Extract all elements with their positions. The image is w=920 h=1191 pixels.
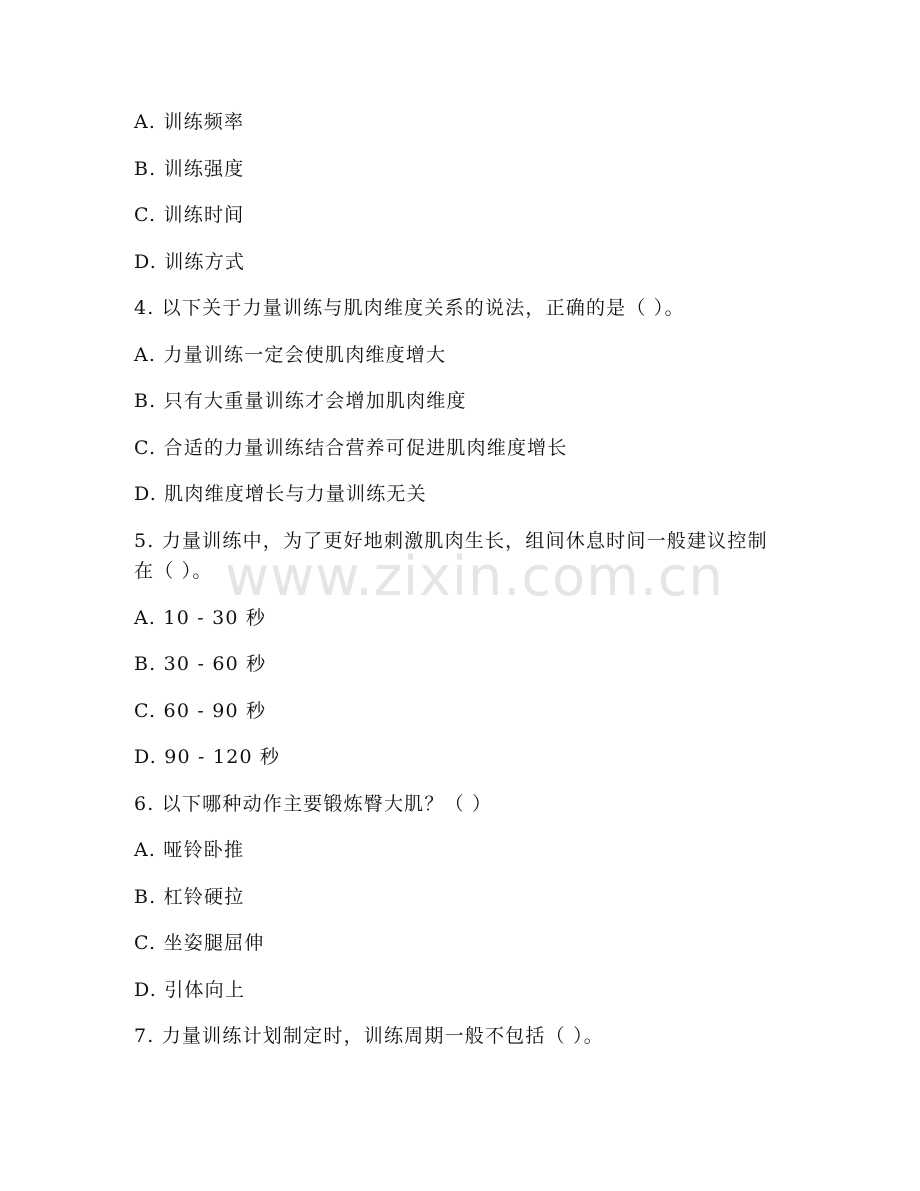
q5-option-a: A. 10 - 30 秒: [134, 607, 267, 629]
option-c-training-time: C. 训练时间: [134, 204, 245, 226]
option-d-training-method: D. 训练方式: [134, 251, 246, 273]
question-6: 6. 以下哪种动作主要锻炼臀大肌？（ ）: [134, 793, 493, 815]
q6-option-b: B. 杠铃硬拉: [134, 886, 245, 908]
q6-option-d: D. 引体向上: [134, 979, 246, 1001]
watermark: www.zixin.com.cn: [225, 545, 724, 608]
option-b-training-intensity: B. 训练强度: [134, 158, 245, 180]
question-4: 4. 以下关于力量训练与肌肉维度关系的说法，正确的是（ ）。: [134, 297, 685, 319]
question-7: 7. 力量训练计划制定时，训练周期一般不包括（ ）。: [134, 1025, 604, 1047]
q4-option-c: C. 合适的力量训练结合营养可促进肌肉维度增长: [134, 437, 568, 459]
q6-option-c: C. 坐姿腿屈伸: [134, 932, 265, 954]
q5-option-b: B. 30 - 60 秒: [134, 653, 267, 675]
q6-option-a: A. 哑铃卧推: [134, 839, 245, 861]
q4-option-b: B. 只有大重量训练才会增加肌肉维度: [134, 390, 467, 412]
q4-option-a: A. 力量训练一定会使肌肉维度增大: [134, 344, 447, 366]
option-a-training-frequency: A. 训练频率: [134, 111, 245, 133]
question-5: 5. 力量训练中，为了更好地刺激肌肉生长，组间休息时间一般建议控制在（ ）。: [134, 530, 768, 582]
q4-option-d: D. 肌肉维度增长与力量训练无关: [134, 483, 427, 505]
q5-option-c: C. 60 - 90 秒: [134, 700, 267, 722]
q5-option-d: D. 90 - 120 秒: [134, 746, 281, 768]
